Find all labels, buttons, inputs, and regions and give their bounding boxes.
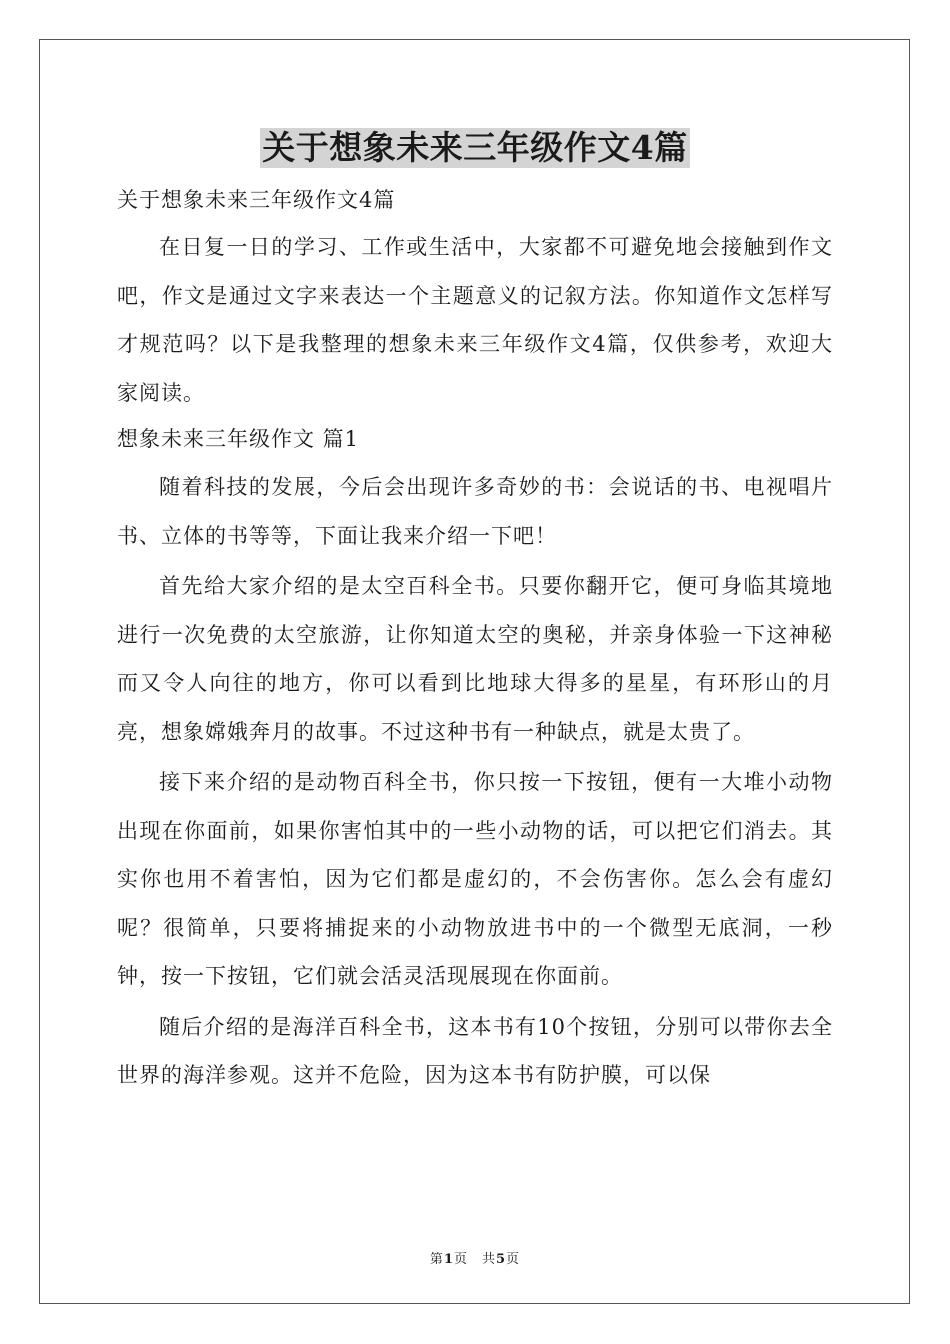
document-title: 关于想象未来三年级作文4篇 <box>262 128 688 167</box>
title-wrap <box>0 128 950 168</box>
footer-mid: 页 共 <box>453 1252 496 1267</box>
body-paragraph: 随后介绍的是海洋百科全书，这本书有10个按钮，分别可以带你去全世界的海洋参观。这并不危险，因为这本书有防护膜，可以保 <box>117 1014 833 1087</box>
footer-current-page: 1 <box>443 1252 454 1267</box>
footer-suffix: 页 <box>506 1252 521 1267</box>
footer-total-pages: 5 <box>496 1252 507 1267</box>
body-paragraph: 首先给大家介绍的是太空百科全书。只要你翻开它，便可身临其境地进行一次免费的太空旅游，让你知道太空的奥秘，并亲身体验一下这神秘而又令人向往的地方，你可以看到比地球大得多的星星，有环形山的月亮，想象嫦娥奔月的故事。不过这种书有一种缺点，就是太贵了。 <box>117 574 833 744</box>
document-subtitle: 关于想象未来三年级作文4篇 <box>117 188 396 212</box>
body-paragraph: 随着科技的发展，今后会出现许多奇妙的书：会说话的书、电视唱片书、立体的书等等，下面让我来介绍一下吧！ <box>117 475 833 548</box>
body-paragraph: 接下来介绍的是动物百科全书，你只按一下按钮，便有一大堆小动物出现在你面前，如果你害怕其中的一些小动物的话，可以把它们消去。其实你也用不着害怕，因为它们都是虚幻的，不会伤害你。怎么会有虚幻呢？很简单，只要将捕捉来的小动物放进书中的一个微型无底洞，一秒钟，按一下按钮，它们就会活灵活现展现在你面前。 <box>117 770 833 988</box>
footer-prefix: 第 <box>429 1252 444 1267</box>
intro-paragraph: 在日复一日的学习、工作或生活中，大家都不可避免地会接触到作文吧，作文是通过文字来表达一个主题意义的记叙方法。你知道作文怎样写才规范吗？以下是我整理的想象未来三年级作文4篇，仅供参考，欢迎大家阅读。 <box>117 235 833 405</box>
page-footer <box>0 1248 950 1267</box>
document-body <box>117 180 833 1102</box>
section-heading: 想象未来三年级作文 篇1 <box>117 427 360 451</box>
